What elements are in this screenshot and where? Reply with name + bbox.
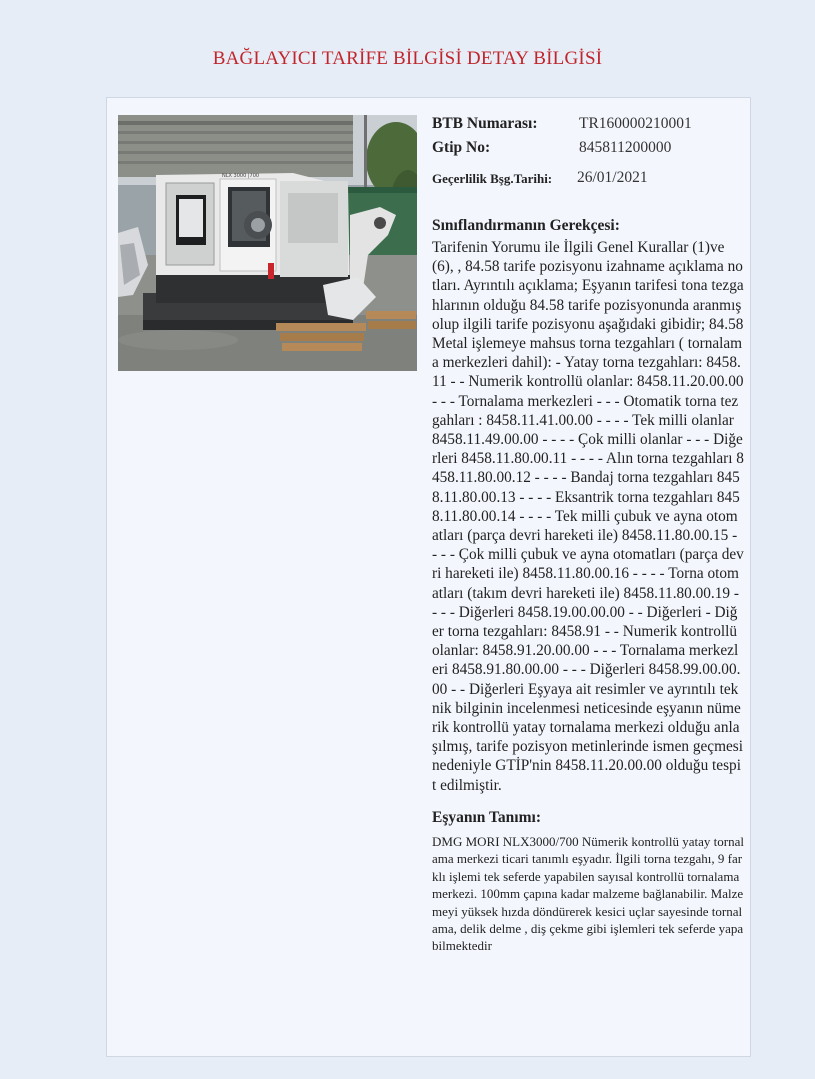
btb-number-row <box>432 115 744 139</box>
gtip-row <box>432 139 744 163</box>
product-photo <box>118 115 417 371</box>
justification-heading: Sınıflandırmanın Gerekçesi: <box>432 217 620 234</box>
details-panel <box>432 115 744 955</box>
btb-number-label: BTB Numarası: <box>432 115 538 132</box>
description-heading: Eşyanın Tanımı: <box>432 808 541 826</box>
machine-label: NLX 3000 |700 <box>222 173 260 179</box>
validity-row <box>432 169 744 193</box>
justification-text: Tarifenin Yorumu ile İlgili Genel Kurallar (1)ve(6), , 84.58 tarife pozisyonu izahname açıklama notları. Ayrıntılı açıklama; Eşyanın tarifesi tona tezgahlarının olduğu 84.58 tarife pozisyonunda aranmış olup ilgili tarife pozisyonu aşağıdaki gibidir; 84.58 Metal işlemeye mahsus torna tezgahları ( tornalama merkezleri dahil): - Yatay torna tezgahları: 8458.11 - - Numerik kontrollü olanlar: 8458.11.20.00.00 - - - Tornalama merkezleri - - - Otomatik torna tezgahları : 8458.11.41.00.00 - - - - Tek milli olanlar 8458.11.49.00.00 - - - - Çok milli olanlar - - - Diğerleri 8458.11.80.00.11 - - - - Alın torna tezgahları 8458.11.80.00.12 - - - - Bandaj torna tezgahları 8458.11.80.00.13 - - - - Eksantrik torna tezgahları 8458.11.80.00.14 - - - - Tek milli çubuk ve ayna otomatları (parça devri hareketi ile) 8458.11.80.00.15 - - - - Çok milli çubuk ve ayna otomatları (parça devri hareketi ile) 8458.11.80.00.16 - - - - Torna otomatları (takım devri hareketi ile) 8458.11.80.00.19 - - - - Diğerleri 8458.19.00.00.00 - - Diğerleri - Diğer torna tezgahları: 8458.91 - - Numerik kontrollü olanlar: 8458.91.20.00.00 - - - Tornalama merkezleri 8458.91.80.00.00 - - - Diğerleri 8458.99.00.00.00 - - Diğerleri Eşyaya ait resimler ve ayrıntılı teknik bilginin incelenmesi neticesinde eşyanın nümerik kontrollü yatay tornalama merkezi olduğu anlaşılmış, tarife pozisyon metinlerinde ismen geçmesi nedeniyle GTİP'nin 8458.11.20.00.00 olduğu tespit edilmiştir. <box>432 239 744 794</box>
btb-number-value: TR160000210001 <box>579 115 692 132</box>
page-title: BAĞLAYICI TARİFE BİLGİSİ DETAY BİLGİSİ <box>212 48 603 69</box>
gtip-value: 845811200000 <box>579 139 672 156</box>
description-text: DMG MORI NLX3000/700 Nümerik kontrollü yatay tornalama merkezi ticari tanımlı eşyadır. İlgili torna tezgahı, 9 farklı işlemi tek seferde yapabilen sayısal kontrollü tornalama merkezi. 100mm çapına kadar malzeme bağlanabilir. Malzemeyi yüksek hızda döndürerek kesici uçlar sayesinde tornalama, delik delme , diş çekme gibi işlemleri tek seferde yapabilmektedir <box>432 833 744 954</box>
gtip-label: Gtip No: <box>432 139 491 156</box>
detail-card <box>106 97 751 1057</box>
validity-value: 26/01/2021 <box>577 169 648 186</box>
validity-label: Geçerlilik Bşg.Tarihi: <box>432 171 553 186</box>
